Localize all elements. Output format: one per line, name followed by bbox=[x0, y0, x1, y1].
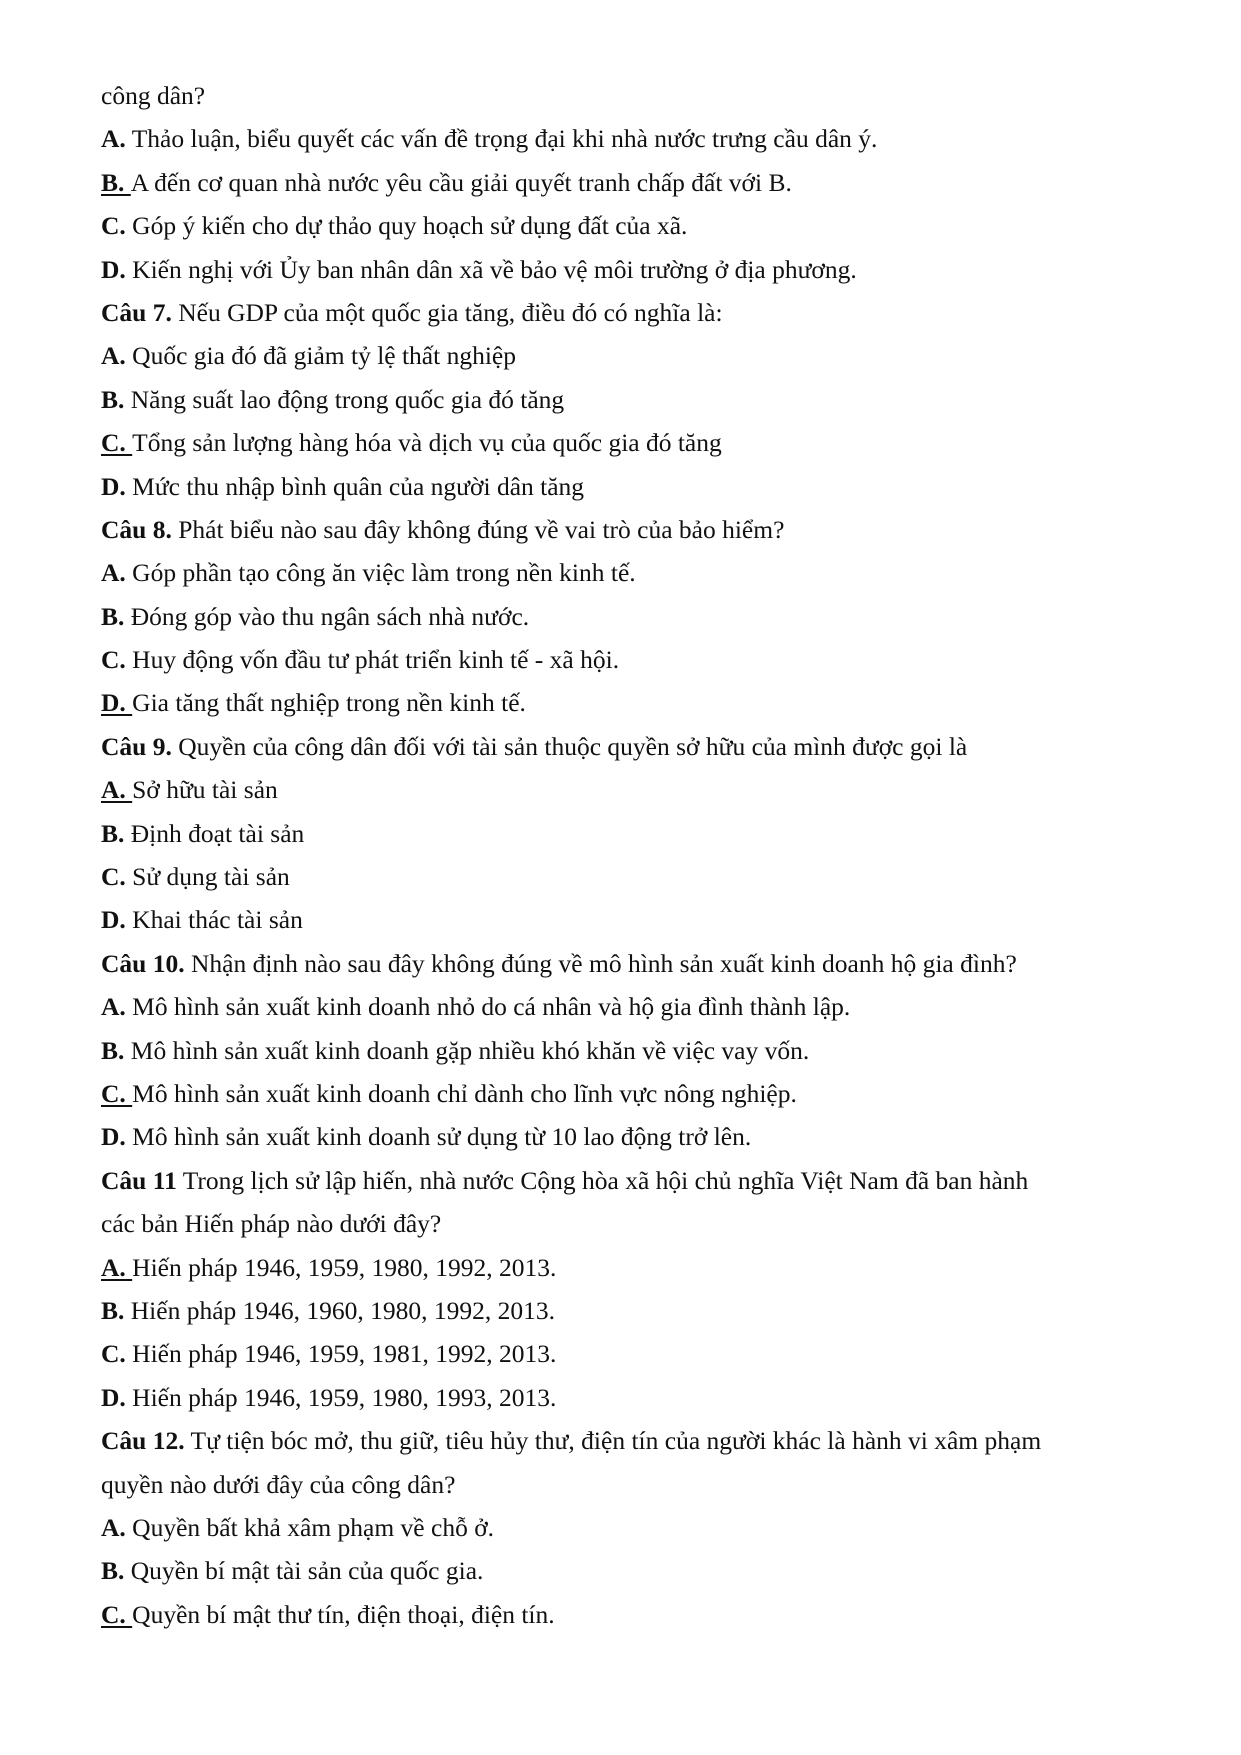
answer-option bbox=[101, 117, 1181, 160]
option-label: B. bbox=[101, 384, 125, 414]
text-line bbox=[101, 1202, 1181, 1245]
option-label: C. bbox=[101, 428, 133, 458]
question-number: Câu 10. bbox=[101, 948, 185, 978]
answer-option bbox=[101, 1506, 1181, 1549]
body-text: công dân? bbox=[101, 81, 206, 110]
answer-option bbox=[101, 855, 1181, 898]
answer-option bbox=[101, 1115, 1181, 1158]
option-text: Tổng sản lượng hàng hóa và dịch vụ của quốc gia đó tăng bbox=[132, 428, 722, 458]
question-line bbox=[101, 291, 1181, 334]
option-label: C. bbox=[101, 1339, 126, 1369]
option-text: Sử dụng tài sản bbox=[125, 862, 290, 892]
option-text: Hiến pháp 1946, 1959, 1981, 1992, 2013. bbox=[125, 1339, 557, 1369]
option-label: A. bbox=[101, 775, 133, 805]
question-text: Nếu GDP của một quốc gia tăng, điều đó có nghĩa là: bbox=[171, 297, 723, 327]
option-label: B. bbox=[101, 1035, 125, 1065]
option-label: A. bbox=[101, 1252, 133, 1282]
answer-option bbox=[101, 812, 1181, 855]
option-text: Huy động vốn đầu tư phát triển kinh tế - xã hội. bbox=[125, 645, 620, 675]
option-text: Mức thu nhập bình quân của người dân tăng bbox=[125, 471, 585, 501]
option-label: B. bbox=[101, 1556, 125, 1586]
option-text: Đóng góp vào thu ngân sách nhà nước. bbox=[124, 601, 530, 631]
answer-option bbox=[101, 1549, 1181, 1592]
answer-option-correct bbox=[101, 1246, 1181, 1289]
option-label: C. bbox=[101, 645, 126, 675]
question-line bbox=[101, 942, 1181, 985]
answer-option bbox=[101, 1376, 1181, 1419]
option-text: Hiến pháp 1946, 1960, 1980, 1992, 2013. bbox=[124, 1295, 556, 1325]
option-label: D. bbox=[101, 1122, 126, 1152]
answer-option bbox=[101, 248, 1181, 291]
option-label: D. bbox=[101, 905, 126, 935]
option-text: Mô hình sản xuất kinh doanh gặp nhiều khó khăn về việc vay vốn. bbox=[124, 1035, 810, 1065]
question-number: Câu 9. bbox=[101, 731, 172, 761]
question-line bbox=[101, 1419, 1181, 1462]
question-text: Quyền của công dân đối với tài sản thuộc quyền sở hữu của mình được gọi là bbox=[171, 731, 968, 761]
option-label: D. bbox=[101, 1382, 126, 1412]
answer-option bbox=[101, 378, 1181, 421]
option-label: C. bbox=[101, 862, 126, 892]
option-text: Hiến pháp 1946, 1959, 1980, 1993, 2013. bbox=[125, 1382, 557, 1412]
option-text: Năng suất lao động trong quốc gia đó tăng bbox=[124, 384, 565, 414]
option-text: Quyền bí mật tài sản của quốc gia. bbox=[124, 1556, 484, 1586]
question-text: Phát biểu nào sau đây không đúng về vai trò của bảo hiểm? bbox=[171, 514, 785, 544]
option-text: Thảo luận, biểu quyết các vấn đề trọng đại khi nhà nước trưng cầu dân ý. bbox=[125, 124, 878, 154]
option-text: A đến cơ quan nhà nước yêu cầu giải quyết tranh chấp đất với B. bbox=[130, 167, 792, 197]
answer-option bbox=[101, 1029, 1181, 1072]
answer-option-correct bbox=[101, 768, 1181, 811]
body-text: quyền nào dưới đây của công dân? bbox=[101, 1469, 456, 1499]
option-label: B. bbox=[101, 818, 125, 848]
question-number: Câu 12. bbox=[101, 1426, 185, 1456]
option-text: Góp phần tạo công ăn việc làm trong nền kinh tế. bbox=[125, 558, 636, 588]
option-label: A. bbox=[101, 558, 126, 588]
body-text: các bản Hiến pháp nào dưới đây? bbox=[101, 1209, 442, 1239]
option-text: Quyền bất khả xâm phạm về chỗ ở. bbox=[125, 1512, 495, 1542]
option-label: D. bbox=[101, 471, 126, 501]
answer-option-correct bbox=[101, 161, 1181, 204]
document-body bbox=[101, 74, 1181, 1636]
option-text: Kiến nghị với Ủy ban nhân dân xã về bảo vệ môi trường ở địa phương. bbox=[125, 254, 857, 284]
option-label: C. bbox=[101, 1599, 133, 1629]
answer-option bbox=[101, 985, 1181, 1028]
option-label: A. bbox=[101, 124, 126, 154]
option-label: D. bbox=[101, 688, 133, 718]
option-text: Quyền bí mật thư tín, điện thoại, điện tín. bbox=[132, 1599, 555, 1629]
option-text: Định đoạt tài sản bbox=[124, 818, 305, 848]
question-line bbox=[101, 725, 1181, 768]
question-text: Trong lịch sử lập hiến, nhà nước Cộng hòa xã hội chủ nghĩa Việt Nam đã ban hành bbox=[176, 1165, 1029, 1195]
text-line bbox=[101, 74, 1181, 117]
answer-option-correct bbox=[101, 421, 1181, 464]
option-label: D. bbox=[101, 254, 126, 284]
option-label: A. bbox=[101, 1512, 126, 1542]
answer-option-correct bbox=[101, 1593, 1181, 1636]
option-label: C. bbox=[101, 1078, 133, 1108]
answer-option bbox=[101, 334, 1181, 377]
answer-option bbox=[101, 204, 1181, 247]
option-text: Hiến pháp 1946, 1959, 1980, 1992, 2013. bbox=[132, 1252, 557, 1282]
option-label: B. bbox=[101, 1295, 125, 1325]
option-text: Sở hữu tài sản bbox=[132, 775, 278, 805]
option-label: A. bbox=[101, 341, 126, 371]
answer-option bbox=[101, 1332, 1181, 1375]
option-text: Gia tăng thất nghiệp trong nền kinh tế. bbox=[132, 688, 526, 718]
option-text: Quốc gia đó đã giảm tỷ lệ thất nghiệp bbox=[125, 341, 516, 371]
question-number: Câu 11 bbox=[101, 1165, 177, 1195]
question-number: Câu 8. bbox=[101, 514, 172, 544]
option-label: A. bbox=[101, 992, 126, 1022]
option-text: Góp ý kiến cho dự thảo quy hoạch sử dụng đất của xã. bbox=[125, 211, 688, 241]
option-text: Mô hình sản xuất kinh doanh nhỏ do cá nhân và hộ gia đình thành lập. bbox=[125, 992, 851, 1022]
answer-option-correct bbox=[101, 1072, 1181, 1115]
option-text: Mô hình sản xuất kinh doanh sử dụng từ 10 lao động trở lên. bbox=[125, 1122, 752, 1152]
answer-option bbox=[101, 1289, 1181, 1332]
answer-option bbox=[101, 465, 1181, 508]
question-text: Nhận định nào sau đây không đúng về mô hình sản xuất kinh doanh hộ gia đình? bbox=[184, 948, 1017, 978]
option-label: B. bbox=[101, 167, 131, 197]
question-text: Tự tiện bóc mở, thu giữ, tiêu hủy thư, điện tín của người khác là hành vi xâm phạm bbox=[184, 1426, 1042, 1456]
answer-option bbox=[101, 595, 1181, 638]
option-label: C. bbox=[101, 211, 126, 241]
question-line bbox=[101, 1159, 1181, 1202]
answer-option bbox=[101, 551, 1181, 594]
option-text: Mô hình sản xuất kinh doanh chỉ dành cho lĩnh vực nông nghiệp. bbox=[132, 1078, 797, 1108]
option-label: B. bbox=[101, 601, 125, 631]
question-line bbox=[101, 508, 1181, 551]
question-number: Câu 7. bbox=[101, 297, 172, 327]
option-text: Khai thác tài sản bbox=[125, 905, 303, 935]
answer-option-correct bbox=[101, 681, 1181, 724]
answer-option bbox=[101, 898, 1181, 941]
text-line bbox=[101, 1463, 1181, 1506]
answer-option bbox=[101, 638, 1181, 681]
